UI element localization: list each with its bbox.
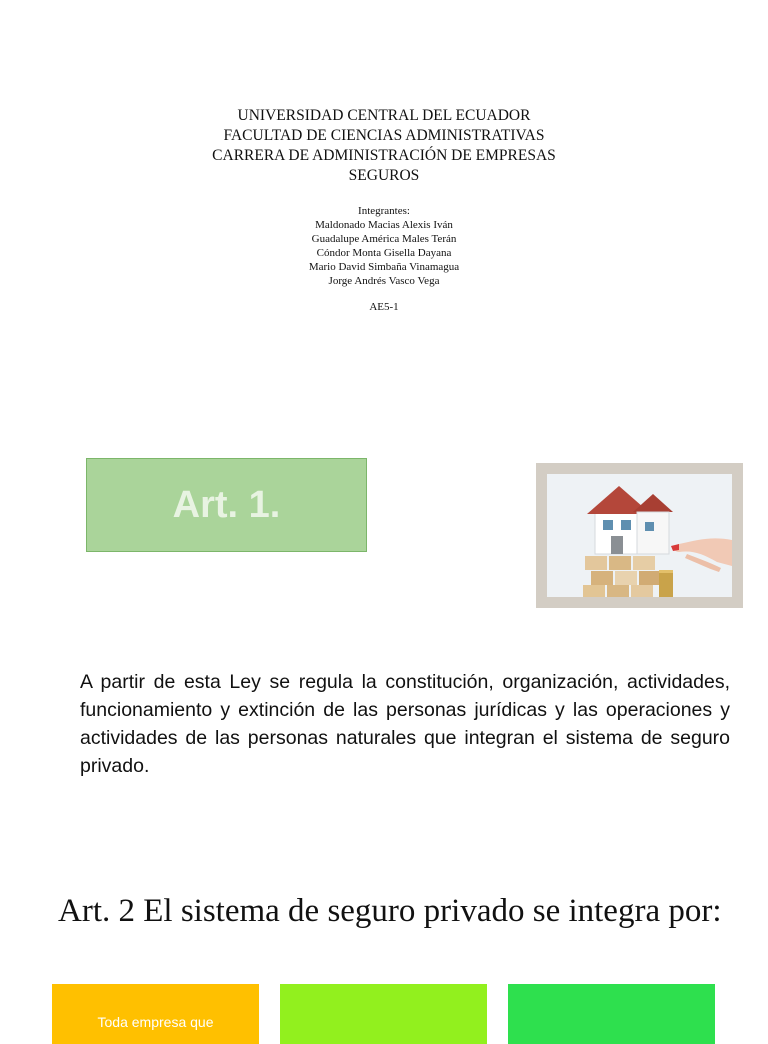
category-tile-2 bbox=[280, 984, 487, 1044]
art1-paragraph: A partir de esta Ley se regula la constitución, organización, actividades, funcionamiento y extinción de las personas jurídicas y las operaciones y actividades de las personas naturales que integran el sistema de seguro privado. bbox=[80, 671, 730, 777]
house-icon bbox=[547, 474, 732, 597]
member-name: Mario David Simbaña Vinamagua bbox=[308, 261, 460, 273]
art2-title: Art. 2 El sistema de seguro privado se integra por: bbox=[58, 893, 722, 929]
university-name: UNIVERSIDAD CENTRAL DEL ECUADOR bbox=[237, 107, 531, 124]
art1-label-box bbox=[86, 458, 367, 552]
university-header bbox=[0, 106, 768, 186]
art1-label: Art. 1. bbox=[172, 483, 281, 526]
members-label: Integrantes: bbox=[358, 205, 410, 217]
career-name: CARRERA DE ADMINISTRACIÓN DE EMPRESAS bbox=[212, 147, 556, 164]
category-tile-3 bbox=[508, 984, 715, 1044]
subject-name: SEGUROS bbox=[348, 167, 420, 184]
member-name: Jorge Andrés Vasco Vega bbox=[328, 275, 440, 287]
member-name: Guadalupe América Males Terán bbox=[311, 233, 457, 245]
faculty-name: FACULTAD DE CIENCIAS ADMINISTRATIVAS bbox=[223, 127, 545, 144]
member-name: Cóndor Monta Gisella Dayana bbox=[316, 247, 452, 259]
group-code: AE5-1 bbox=[369, 301, 399, 313]
members-list bbox=[0, 204, 768, 288]
member-name: Maldonado Macias Alexis Iván bbox=[315, 219, 453, 231]
house-insurance-photo bbox=[536, 463, 743, 608]
category-tile-text: Toda empresa que bbox=[97, 1014, 214, 1030]
category-tile-1 bbox=[52, 984, 259, 1044]
